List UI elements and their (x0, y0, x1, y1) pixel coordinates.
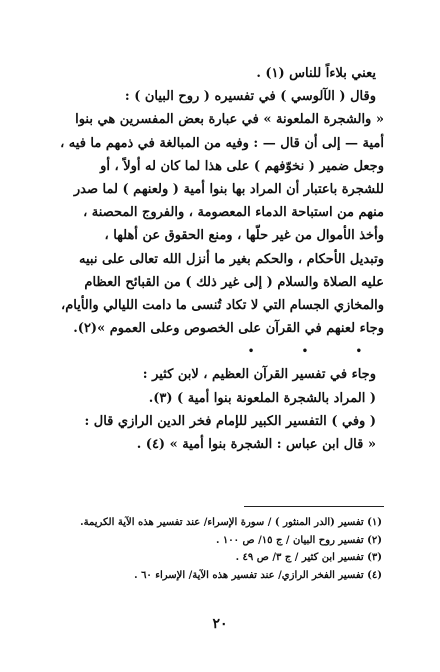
footnote: (٣) تفسير ابن كثير / ج ٣/ ص ٤٩ . (235, 552, 382, 564)
text-line: أمية — إلى أن قال — : وفيه من المبالغة في ذمهم ما فيه ، (60, 135, 384, 151)
text-line: للشجرة باعتبار أن المراد بها بنوا أمية ( ولعنهم ) لما صدر (73, 182, 384, 198)
text-line: يعني بلاءاً للناس (١) . (256, 66, 376, 81)
text-line: وجاء في تفسير القرآن العظيم ، لابن كثير : (142, 367, 376, 383)
text-line: وتبديل الأحكام ، والحكم بغير ما أنزل الله تعالى على نبيه (79, 251, 384, 267)
text-line: والمخازي الجسام التي لا تكاد تُنسى ما دامت الليالي والأيام، (61, 298, 384, 314)
footnotes (40, 514, 382, 584)
text-line: وقال ( الآلوسي ) في تفسيره ( روح البيان ) : (124, 89, 376, 105)
footnote-divider (244, 506, 384, 507)
text-line: « والشجرة الملعونة » في عبارة بعض المفسرين هي بنوا (75, 112, 384, 128)
text-line: منهم من استباحة الدماء المعصومة ، والفروج المحصنة ، (83, 205, 384, 221)
section-separator: • • • (247, 346, 384, 358)
text-line: وجعل ضمير ( نخوّفهم ) على هذا لما كان له أولاً ، أو (100, 158, 384, 174)
text-line: وجاء لعنهم في القرآن على الخصوص وعلى العموم »(٢). (73, 321, 384, 337)
text-line: « قال ابن عباس : الشجرة بنوا أمية » (٤) . (136, 437, 376, 453)
footnote: (١) تفسير (الدر المنثور ) / سورة الإسراء/ عند تفسير هذه الآية الكريمة. (80, 517, 382, 528)
footnote: (٢) تفسير روح البيان / ج ١٥/ ص ١٠٠ . (215, 534, 382, 546)
text-line: ( وفي ) التفسير الكبير للإمام فخر الدين الرازي قال : (84, 413, 376, 429)
text-line: وأخذ الأموال من غير حلّها ، ومنع الحقوق عن أهلها ، (104, 228, 384, 244)
main-text (44, 62, 384, 456)
text-line: عليه الصلاة والسلام ( إلى غير ذلك ) من القبائح العظام (84, 274, 384, 290)
page-number: ٢٠ (212, 616, 228, 632)
footnote: (٤) تفسير الفخر الرازي/ عند تفسير هذه الآية/ الإسراء ٦٠ . (134, 569, 382, 581)
text-line: ( المراد بالشجرة الملعونة بنوا أمية ) (٣). (148, 390, 376, 406)
